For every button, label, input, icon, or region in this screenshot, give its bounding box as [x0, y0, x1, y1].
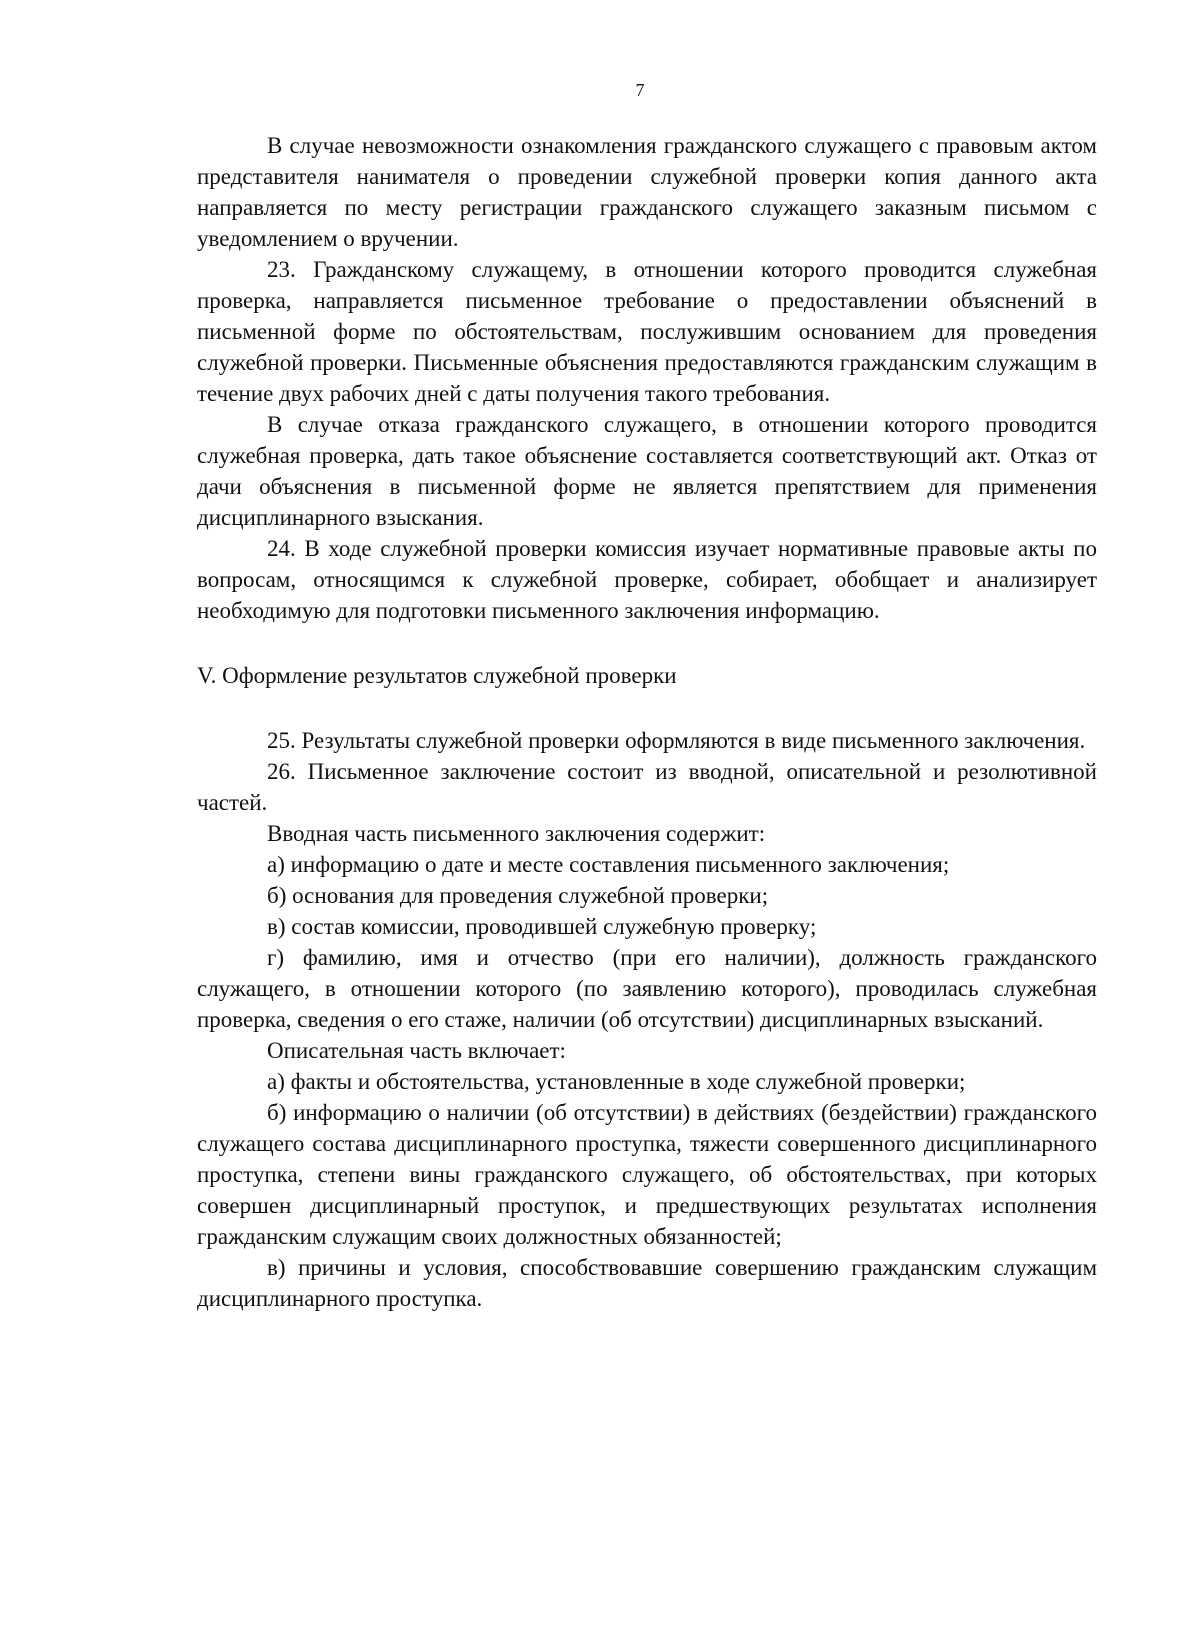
- paragraph: Вводная часть письменного заключения содержит:: [267, 821, 766, 846]
- list-item: г) фамилию, имя и отчество (при его наличии), должность гражданского служащего, в отношении которого (по заявлению которого), проводилась служебная проверка, сведения о его стаже, наличии (об отсутствии) дисциплинарных взысканий.: [197, 945, 1097, 1032]
- document-body: [197, 130, 1097, 1314]
- list-item: а) факты и обстоятельства, установленные в ходе служебной проверки;: [267, 1069, 966, 1094]
- page-number: 7: [635, 80, 645, 100]
- paragraph-26: 26. Письменное заключение состоит из вводной, описательной и резолютивной частей.: [197, 759, 1097, 815]
- paragraph: В случае отказа гражданского служащего, в отношении которого проводится служебная проверка, дать такое объяснение составляется соответствующий акт. Отказ от дачи объяснения в письменной форме не является препятствием для применения дисциплинарного взыскания.: [197, 412, 1097, 530]
- list-item: в) состав комиссии, проводившей служебную проверку;: [267, 914, 817, 939]
- paragraph: Описательная часть включает:: [267, 1038, 566, 1063]
- paragraph: В случае невозможности ознакомления гражданского служащего с правовым актом представителя нанимателя о проведении служебной проверки копия данного акта направляется по месту регистрации гражданского служащего заказным письмом с уведомлением о вручении.: [197, 133, 1097, 251]
- list-item: а) информацию о дате и месте составления письменного заключения;: [267, 852, 950, 877]
- section-heading: V. Оформление результатов служебной проверки: [197, 663, 677, 688]
- list-item: б) основания для проведения служебной проверки;: [267, 883, 769, 908]
- paragraph-25: 25. Результаты служебной проверки оформляются в виде письменного заключения.: [267, 728, 1086, 753]
- list-item: б) информацию о наличии (об отсутствии) в действиях (бездействии) гражданского служащего состава дисциплинарного проступка, тяжести совершенного дисциплинарного проступка, степени вины гражданского служащего, об обстоятельствах, при которых совершен дисциплинарный проступок, и предшествующих результатах исполнения гражданским служащим своих должностных обязанностей;: [197, 1100, 1097, 1249]
- list-item: в) причины и условия, способствовавшие совершению гражданским служащим дисциплинарного проступка.: [197, 1255, 1097, 1311]
- paragraph-23: 23. Гражданскому служащему, в отношении которого проводится служебная проверка, направляется письменное требование о предоставлении объяснений в письменной форме по обстоятельствам, послужившим основанием для проведения служебной проверки. Письменные объяснения предоставляются гражданским служащим в течение двух рабочих дней с даты получения такого требования.: [197, 257, 1097, 406]
- paragraph-24: 24. В ходе служебной проверки комиссия изучает нормативные правовые акты по вопросам, относящимся к служебной проверке, собирает, обобщает и анализирует необходимую для подготовки письменного заключения информацию.: [197, 536, 1097, 623]
